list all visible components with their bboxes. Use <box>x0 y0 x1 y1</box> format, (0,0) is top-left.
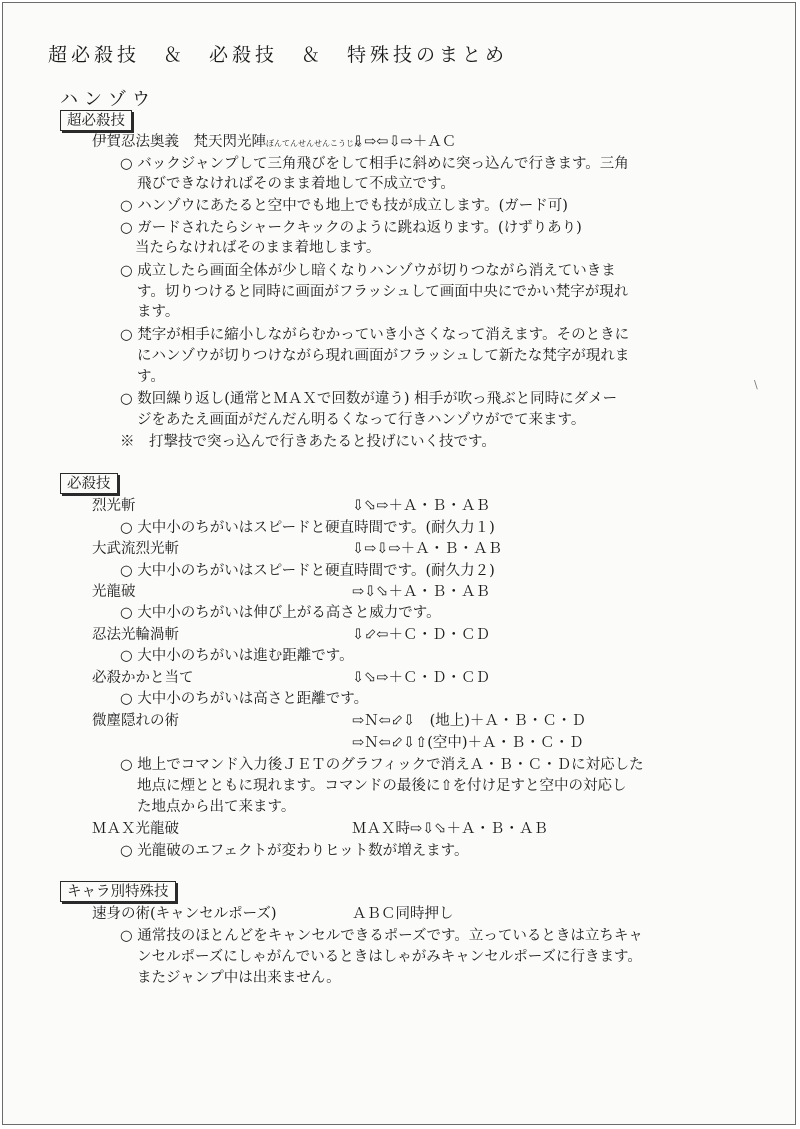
special-move-command: ⇨⇩⬂＋Ａ・Ｂ・ＡＢ <box>352 584 490 600</box>
super-note-line: ジをあたえ画面がだんだん明るくなって行きハンゾウがでて来ます。 <box>137 412 586 428</box>
stealth-note-line: 地点に煙とともに現れます。コマンドの最後に⇧を付け足すと空中の対応し <box>137 778 627 794</box>
super-note-line: ○ ハンゾウにあたると空中でも地上でも技が成立します。(ガード可) <box>120 198 568 214</box>
unique-note-line: またジャンプ中は出来ません。 <box>137 970 341 986</box>
special-move-name: 光龍破 <box>92 584 136 600</box>
special-section-header: 必殺技 <box>60 473 118 494</box>
super-note-line: ○ 梵字が相手に縮小しながらむかっていき小さくなって消えます。そのときに <box>120 327 630 343</box>
special-move-name: 烈光斬 <box>92 498 136 514</box>
super-move-reading: ぼんてんせんせんこうじん <box>266 139 362 148</box>
special-move-command: ⇩⇨⇩⇨＋Ａ・Ｂ・ＡＢ <box>352 541 503 557</box>
super-section-header: 超必殺技 <box>60 110 132 131</box>
super-move-name: 伊賀忍法奥義 梵天閃光陣ぼんてんせんせんこうじん <box>92 134 362 150</box>
max-move-command: ＭＡＸ時⇨⇩⬂＋Ａ・Ｂ・ＡＢ <box>352 821 548 837</box>
special-move-name: 大武流烈光斬 <box>92 541 179 557</box>
max-move-note: ○ 光龍破のエフェクトが変わりヒット数が増えます。 <box>120 843 469 859</box>
special-move-note: ○ 大中小のちがいはスピードと硬直時間です。(耐久力２) <box>120 563 495 579</box>
super-note-line: ます。 <box>137 304 180 320</box>
super-move-command: ⇩⇨⇦⇩⇨＋ＡＣ <box>352 134 457 150</box>
stray-mark: \ <box>754 378 758 391</box>
special-move-name: 必殺かかと当て <box>92 670 194 686</box>
unique-note-line: ○ 通常技のほとんどをキャンセルできるポーズです。立っているときは立ちキャ <box>120 928 643 944</box>
super-note-line: にハンゾウが切りつけながら現れ画面がフラッシュして新たな梵字が現れま <box>137 348 630 364</box>
unique-move-command: ＡＢＣ同時押し <box>352 906 454 922</box>
special-move-note: ○ 大中小のちがいは伸び上がる高さと威力です。 <box>120 605 441 621</box>
special-move-command: ⇩⬂⇨＋Ａ・Ｂ・ＡＢ <box>352 498 490 514</box>
unique-note-line: ンセルポーズにしゃがんでいるときはしゃがみキャンセルポーズに行きます。 <box>137 949 642 965</box>
super-note-line: す。切りつけると同時に画面がフラッシュして画面中央にでかい梵字が現れ <box>137 284 629 300</box>
unique-section-header: キャラ別特殊技 <box>60 881 176 902</box>
document-title: 超必殺技 ＆ 必殺技 ＆ 特殊技のまとめ <box>48 44 509 66</box>
super-note-line: 当たらなければそのまま着地します。 <box>135 240 381 256</box>
super-note-line: ○ 成立したら画面全体が少し暗くなりハンゾウが切りつながら消えていきま <box>120 263 616 279</box>
super-note-line: す。 <box>137 369 165 385</box>
super-note-line: ○ 数回繰り返し(通常とＭＡＸで回数が違う) 相手が吹っ飛ぶと同時にダメー <box>120 391 618 407</box>
stealth-note-line: た地点から出て来ます。 <box>137 799 296 815</box>
super-note-line: ※ 打撃技で突っ込んで行きあたると投げにいく技です。 <box>120 434 496 450</box>
stealth-command-ground: ⇨Ｎ⇦⬃⇩ (地上)＋Ａ・Ｂ・Ｃ・Ｄ <box>352 713 586 729</box>
character-name: ハンゾウ <box>60 89 156 110</box>
super-note-line: 飛びできなければそのまま着地して不成立です。 <box>137 176 455 192</box>
special-move-name: 忍法光輪渦斬 <box>92 627 179 643</box>
max-move-name: ＭＡＸ光龍破 <box>92 821 179 837</box>
special-move-note: ○ 大中小のちがいは高さと距離です。 <box>120 691 369 707</box>
stealth-move-name: 微塵隠れの術 <box>92 713 179 729</box>
super-note-line: ○ ガードされたらシャークキックのように跳ね返ります。(けずりあり) <box>120 220 582 236</box>
special-move-note: ○ 大中小のちがいは進む距離です。 <box>120 648 354 664</box>
unique-move-name: 速身の術(キャンセルポーズ) <box>92 906 277 922</box>
special-move-command: ⇩⬂⇨＋Ｃ・Ｄ・ＣＤ <box>352 670 490 686</box>
special-move-note: ○ 大中小のちがいはスピードと硬直時間です。(耐久力１) <box>120 520 495 536</box>
special-move-command: ⇩⬃⇦＋Ｃ・Ｄ・ＣＤ <box>352 627 490 643</box>
stealth-command-air: ⇨Ｎ⇦⬃⇩⇧(空中)＋Ａ・Ｂ・Ｃ・Ｄ <box>352 735 584 751</box>
super-note-line: ○ バックジャンプして三角飛びをして相手に斜めに突っ込んで行きます。三角 <box>120 156 629 172</box>
stealth-note-line: ○ 地上でコマンド入力後ＪＥＴのグラフィックで消えＡ・Ｂ・Ｃ・Ｄに対応した <box>120 757 644 773</box>
